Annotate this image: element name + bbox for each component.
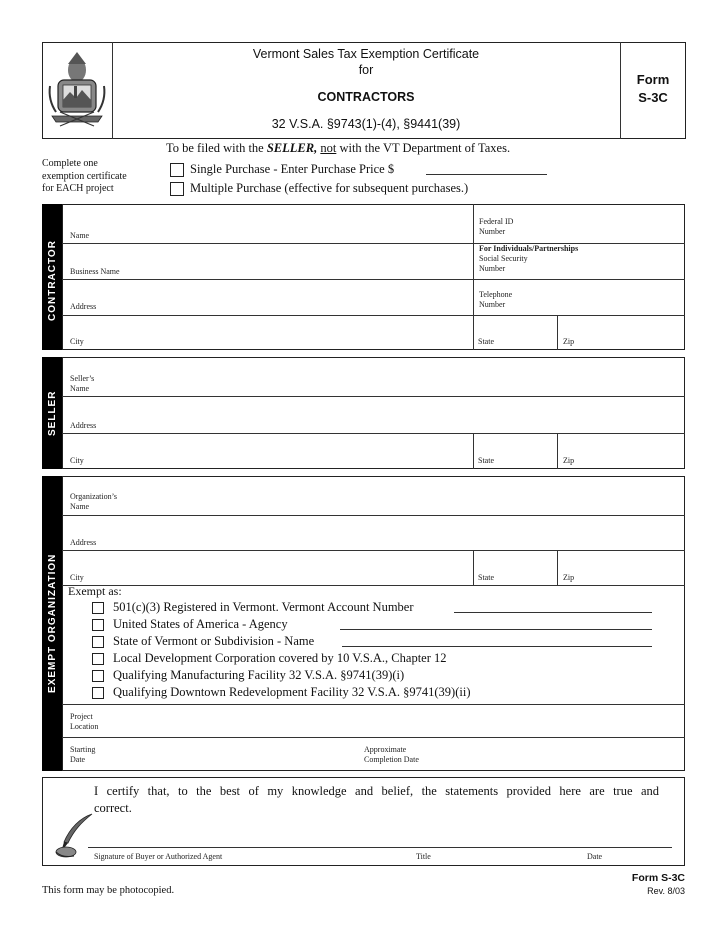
option-us-agency-checkbox[interactable]	[92, 619, 104, 631]
project-location-input[interactable]	[110, 706, 682, 735]
org-zip-input[interactable]	[580, 552, 682, 583]
org-state-input[interactable]	[502, 552, 554, 583]
form-title-for: for	[358, 63, 374, 77]
footer-revision: Rev. 8/03	[647, 886, 685, 896]
contractor-business-name-label: Business Name	[70, 267, 120, 276]
quill-pen-icon	[52, 812, 96, 860]
option-manufacturing-checkbox[interactable]	[92, 670, 104, 682]
us-agency-input[interactable]	[340, 618, 652, 630]
form-number: S-3C	[638, 90, 668, 105]
org-name-label: Organization’s Name	[70, 492, 117, 511]
contractor-city-label: City	[70, 337, 84, 346]
certification-statement: I certify that, to the best of my knowledge and belief, the statements provided here are true and correct.	[94, 784, 659, 815]
contractor-address-input[interactable]	[110, 281, 470, 313]
contractor-state-label: State	[478, 337, 494, 346]
photocopy-note: This form may be photocopied.	[42, 885, 175, 896]
complete-one-note: Complete one exemption certificate for EACH project	[42, 158, 127, 194]
org-city-input[interactable]	[95, 552, 470, 583]
starting-date-label: Starting Date	[70, 745, 96, 764]
fein-label: Federal ID Number	[479, 217, 514, 236]
contractor-state-input[interactable]	[502, 317, 554, 348]
seller-state-input[interactable]	[502, 435, 554, 467]
option-downtown-label: Qualifying Downtown Redevelopment Facility 32 V.S.A. §9741(39)(ii)	[113, 685, 471, 699]
title-label: Title	[416, 852, 431, 861]
form-statute: 32 V.S.A. §9743(1)-(4), §9441(39)	[271, 117, 461, 131]
option-501c3-label: 501(c)(3) Registered in Vermont. Vermont Account Number	[113, 600, 414, 614]
option-local-development-label: Local Development Corporation covered by 10 V.S.A., Chapter 12	[113, 651, 447, 665]
org-state-label: State	[478, 573, 494, 582]
org-name-input[interactable]	[130, 478, 682, 513]
project-location-label: Project Location	[70, 712, 99, 731]
fein-input[interactable]	[520, 206, 682, 241]
seller-zip-label: Zip	[563, 456, 575, 465]
date-input[interactable]	[586, 826, 672, 846]
option-downtown-checkbox[interactable]	[92, 687, 104, 699]
ssn-input[interactable]	[520, 255, 682, 277]
form-title: Vermont Sales Tax Exemption Certificate	[252, 47, 480, 61]
contractor-address-label: Address	[70, 302, 97, 311]
date-label: Date	[587, 852, 603, 861]
seller-city-label: City	[70, 456, 84, 465]
filed-with-note: To be filed with the SELLER, not with the VT Department of Taxes.	[166, 141, 511, 155]
signature-line	[88, 847, 672, 848]
ssn-label: For Individuals/Partnerships Social Security Number	[479, 244, 579, 273]
vermont-seal-icon	[46, 50, 108, 128]
contractor-business-name-input[interactable]	[135, 245, 470, 277]
contractor-section-label: CONTRACTOR	[47, 240, 58, 321]
state-subdivision-name-input[interactable]	[342, 635, 652, 647]
org-zip-label: Zip	[563, 573, 575, 582]
contractor-zip-input[interactable]	[580, 317, 682, 348]
single-purchase-label: Single Purchase - Enter Purchase Price $	[190, 162, 395, 176]
contractor-name-label: Name	[70, 231, 90, 240]
footer-form-id: Form S-3C	[631, 872, 685, 884]
exempt-as-label: Exempt as:	[68, 584, 122, 598]
contractor-city-input[interactable]	[95, 317, 470, 348]
seller-city-input[interactable]	[95, 435, 470, 467]
seller-name-label: Seller’s Name	[70, 374, 95, 393]
purchase-price-input[interactable]	[426, 163, 547, 175]
option-state-vermont-label: State of Vermont or Subdivision - Name	[113, 634, 315, 648]
telephone-input[interactable]	[520, 281, 682, 313]
seller-address-label: Address	[70, 421, 97, 430]
vermont-account-number-input[interactable]	[454, 601, 652, 613]
org-address-label: Address	[70, 538, 97, 547]
seller-section-label: SELLER	[47, 390, 58, 436]
org-address-input[interactable]	[110, 517, 682, 548]
form-word: Form	[636, 72, 670, 87]
seller-name-input[interactable]	[105, 359, 682, 394]
form-title-contractors: CONTRACTORS	[317, 90, 415, 104]
org-city-label: City	[70, 573, 84, 582]
option-local-development-checkbox[interactable]	[92, 653, 104, 665]
option-state-vermont-checkbox[interactable]	[92, 636, 104, 648]
completion-date-label: Approximate Completion Date	[364, 745, 419, 764]
completion-date-input[interactable]	[440, 739, 682, 769]
contractor-name-input[interactable]	[110, 206, 470, 241]
seller-state-label: State	[478, 456, 494, 465]
signature-label: Signature of Buyer or Authorized Agent	[94, 852, 223, 861]
telephone-label: Telephone Number	[479, 290, 513, 309]
starting-date-input[interactable]	[110, 739, 360, 769]
title-input[interactable]	[414, 826, 584, 846]
option-501c3-checkbox[interactable]	[92, 602, 104, 614]
signature-input[interactable]	[92, 826, 412, 846]
multiple-purchase-label: Multiple Purchase (effective for subsequent purchases.)	[190, 181, 469, 195]
single-purchase-checkbox[interactable]	[170, 163, 184, 177]
seller-zip-input[interactable]	[580, 435, 682, 467]
exempt-org-section-label: EXEMPT ORGANIZATION	[47, 553, 58, 693]
multiple-purchase-checkbox[interactable]	[170, 182, 184, 196]
contractor-zip-label: Zip	[563, 337, 575, 346]
seller-address-input[interactable]	[110, 398, 682, 431]
option-us-agency-label: United States of America - Agency	[113, 617, 288, 631]
option-manufacturing-label: Qualifying Manufacturing Facility 32 V.S.A. §9741(39)(i)	[113, 668, 405, 682]
